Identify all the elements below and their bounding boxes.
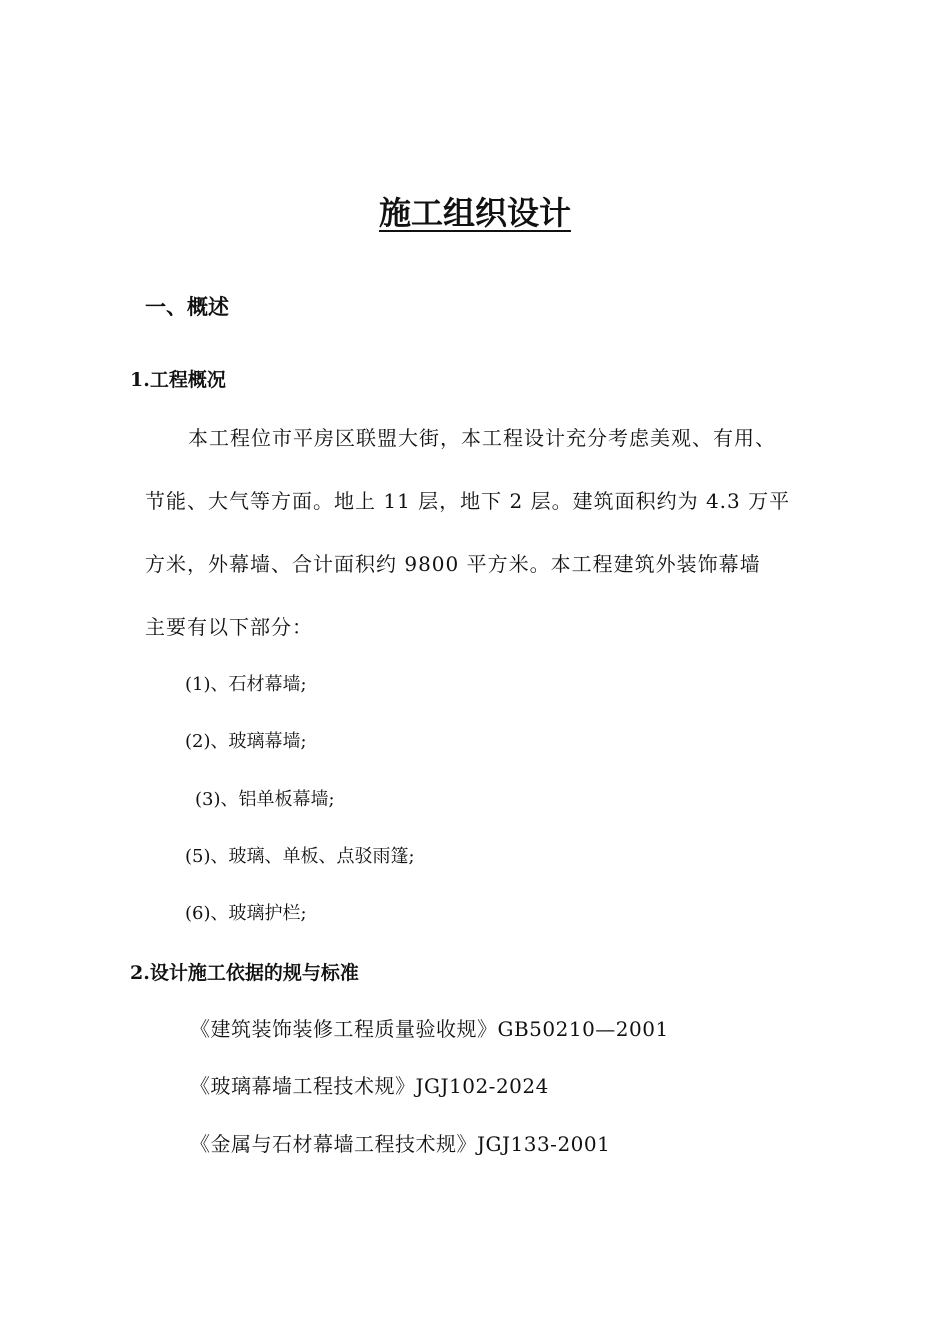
subsection-heading-project-overview: 1.工程概况	[130, 369, 226, 391]
list-item: (1)、石材幕墙;	[185, 674, 307, 695]
reference-item: 《建筑装饰装修工程质量验收规》GB50210—2001	[190, 1017, 669, 1041]
list-item: (2)、玻璃幕墙;	[185, 731, 307, 752]
list-item: (5)、玻璃、单板、点驳雨篷;	[185, 846, 415, 867]
section-heading-overview: 一、概述	[145, 294, 229, 319]
reference-item: 《玻璃幕墙工程技术规》JGJ102-2024	[190, 1074, 549, 1098]
list-item: (3)、铝单板幕墙;	[195, 789, 335, 810]
paragraph-line-1: 本工程位市平房区联盟大街，本工程设计充分考虑美观、有用、	[188, 426, 776, 450]
paragraph-line-3: 方米，外幕墙、合计面积约 9800 平方米。本工程建筑外装饰幕墙	[145, 552, 761, 576]
list-item: (6)、玻璃护栏;	[185, 903, 307, 924]
paragraph-line-4: 主要有以下部分：	[145, 615, 313, 639]
document-title: 施工组织设计	[378, 194, 571, 232]
subsection-heading-design-basis: 2.设计施工依据的规与标准	[130, 962, 359, 984]
reference-item: 《金属与石材幕墙工程技术规》JGJ133-2001	[190, 1132, 611, 1156]
paragraph-line-2: 节能、大气等方面。地上 11 层，地下 2 层。建筑面积约为 4.3 万平	[145, 489, 791, 513]
